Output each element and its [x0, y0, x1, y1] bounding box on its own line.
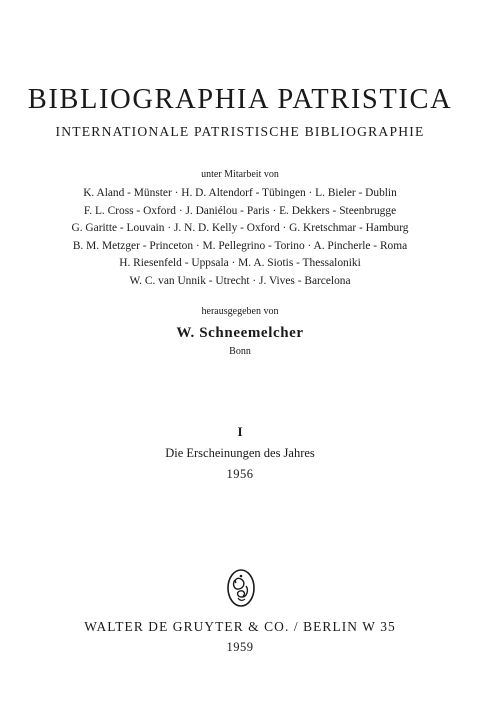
- volume-number: I: [237, 424, 243, 439]
- contributor-line: G. Garitte - Louvain · J. N. D. Kelly - Oxford · G. Kretschmar - Hamburg: [71, 222, 409, 235]
- collaboration-label: unter Mitarbeit von: [201, 169, 279, 180]
- book-subtitle: INTERNATIONALE PATRISTISCHE BIBLIOGRAPHIE: [55, 124, 425, 139]
- contributors-list: [0, 185, 480, 291]
- contributor-line: H. Riesenfeld - Uppsala · M. A. Siotis - Thessaloniki: [119, 257, 361, 270]
- contributor-line: F. L. Cross - Oxford · J. Daniélou - Paris · E. Dekkers - Steenbrugge: [83, 204, 397, 217]
- publisher-name: WALTER DE GRUYTER & CO. / BERLIN W 35: [84, 619, 396, 634]
- editor-name: W. Schneemelcher: [176, 325, 304, 341]
- contributor-line: K. Aland - Münster · H. D. Altendorf - Tübingen · L. Bieler - Dublin: [83, 187, 397, 199]
- publisher-emblem-icon: [226, 568, 256, 608]
- editor-label: herausgegeben von: [201, 306, 279, 317]
- contributor-line: W. C. van Unnik - Utrecht · J. Vives - Barcelona: [129, 274, 351, 287]
- publication-year: 1959: [226, 640, 254, 654]
- editor-place: Bonn: [229, 346, 251, 357]
- volume-description: Die Erscheinungen des Jahres: [165, 446, 315, 460]
- volume-year: 1956: [226, 467, 254, 481]
- book-title: BIBLIOGRAPHIA PATRISTICA: [27, 84, 453, 115]
- contributor-line: B. M. Metzger - Princeton · M. Pellegrino - Torino · A. Pincherle - Roma: [72, 239, 408, 252]
